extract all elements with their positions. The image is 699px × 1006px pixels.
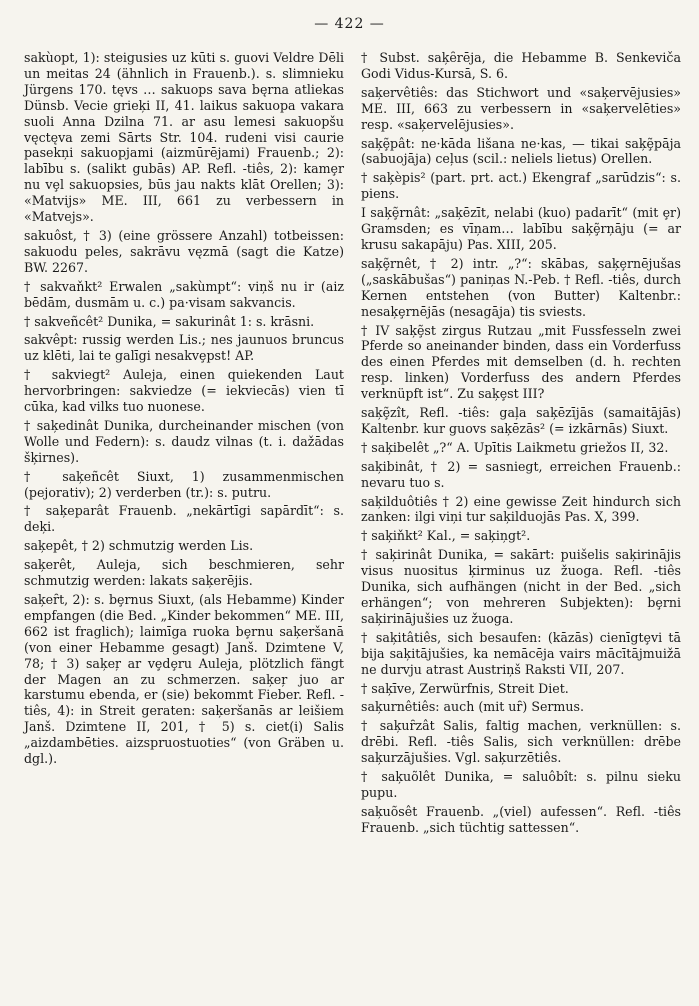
dictionary-entry bbox=[361, 459, 681, 491]
dictionary-entry bbox=[24, 503, 344, 535]
dictionary-entry bbox=[361, 630, 681, 678]
entry-text: † sakvaňkt² Erwalen „sakùmpt“: viņš nu ir (aiz bēdām, dusmām u. c.) pa·visam sakvancis. bbox=[24, 278, 344, 310]
dictionary-entry bbox=[361, 494, 681, 526]
dictionary-entry bbox=[361, 323, 681, 403]
entry-text: † saķibelêt „?“ A. Upītis Laikmetu griežos II, 32. bbox=[361, 439, 669, 455]
entry-text: † saķedinât Dunika, durcheinander mischen (von Wolle und Federn): s. daudz vilnas (t. i. dažādas šķirnes). bbox=[24, 417, 344, 465]
entry-text: † saķīve, Zerwürfnis, Streit Diet. bbox=[361, 680, 569, 696]
entry-text: † sakveñcêt² Dunika, = sakurinât 1: s. krāsni. bbox=[24, 313, 315, 329]
dictionary-entry bbox=[361, 405, 681, 437]
dictionary-entry bbox=[24, 228, 344, 276]
dictionary-entry bbox=[361, 699, 681, 715]
dictionary-entry bbox=[361, 528, 681, 544]
entry-text: † saķeparât Frauenb. „nekārtīgi sapārdīt“: s. deķi. bbox=[24, 503, 344, 535]
entry-text: saķurnêtiês: auch (mit uȓ) Sermus. bbox=[361, 699, 584, 715]
entry-text: saķeȓt, 2): s. bȩrnus Siuxt, (als Hebamme) Kinder empfangen (die Bed. „Kinder bekommen“ ME. III, 662 ist fraglich); laimīga ruoka bȩrnu saķeršanā (von einer Hebamme gesagt) Janš. Dzimtene V, 78; † 3) saķeŗ ar vȩdȩru Auleja, plötzlich fängt der Magen an zu schmerzen. saķeŗ juo ar karstumu ebenda, er (sie) bekommt Fieber. Refl. -tiês, 4): in Streit geraten: saķeršanās ar leišiem Janš. Dzimtene II, 201, † 5) s. ciet(i) Salis „aizdambēties. aizspruostuoties“ (von Gräben u. dgl.). bbox=[24, 592, 344, 767]
entry-text: saķȩ̃zît, Refl. -tiês: gaļa saķēzījās (samaitājās) Kaltenbr. kur guovs saķēzās² (= izkārnās) Siuxt. bbox=[361, 405, 681, 436]
entry-text: sakùopt, 1): steigusies uz kūti s. guovi Veldre Dēli un meitas 24 (ähnlich in Frauenb.). s. slimnieku Jürgens 170. tęvs … sakuops sava bęrna atliekas Dünsb. Vecie grieķi II, 41. laikus sakuopa vakara suoli Anna Dzilna 71. ar asu lemesi sakuopšu vęctęva zemi Sārts Str. 104. rudeni visi caurie pasekņi sakuopjami (aizmūrējami) Frauenb.; 2): labību s. (salikt gubās) AP. Refl. -tiês, 2): kamȩr nu vȩl sakuopsies, būs jau nakts klāt Orellen; 3): «Matvijs» ME. III, 661 zu verbessern in «Matvejs». bbox=[24, 50, 344, 225]
dictionary-entry bbox=[361, 681, 681, 697]
dictionary-entry bbox=[361, 440, 681, 456]
entry-text: † saķiňkt² Kal., = saķiņgt². bbox=[361, 528, 531, 544]
dictionary-entry bbox=[24, 314, 344, 330]
dictionary-entry bbox=[24, 332, 344, 364]
dictionary-entry bbox=[24, 367, 344, 415]
dictionary-entry bbox=[24, 557, 344, 589]
entry-text: saķȩ̃pât: ne·kāda lišana ne·kas, — tikai saķȩ̃pāja (sabuojāja) ceļus (scil.: neliels lietus) Orellen. bbox=[361, 135, 681, 167]
right-column bbox=[361, 50, 681, 839]
dictionary-entry bbox=[361, 50, 681, 82]
entry-text: † saķuȓzât Salis, faltig machen, verknüllen: s. drēbi. Refl. -tiês Salis, sich verknüllen: drēbe saķurzājušies. Vgl. saķurzētiês. bbox=[361, 718, 681, 766]
dictionary-entry bbox=[361, 136, 681, 168]
entry-text: † saķitâtiês, sich besaufen: (kāzās) cienīgtȩvi tā bija saķitājušies, ka nemācēja vairs mācītājmuižā ne durvju atrast Austriņš Raksti VII, 207. bbox=[361, 629, 681, 677]
entry-text: † saķeñcêt Siuxt, 1) zusammenmischen (pejorativ); 2) verderben (tr.): s. putru. bbox=[24, 468, 344, 500]
entry-text: saķȩ̃rnêt, † 2) intr. „?“: skābas, saķȩrnējušas („saskābušas“) paniņas N.-Peb. † Refl. -tiês, durch Kernen entstehen (von Butter) Kaltenbr.: nesaķȩrnējās (nesagāja) tis sviests. bbox=[361, 255, 681, 319]
entry-text: I saķȩ̃rnât: „saķēzīt, nelabi (kuo) padarīt“ (mit ȩr) Gramsden; es vīņam… labību saķȩ̃rņāju (= ar krusu sakapāju) Pas. XIII, 205. bbox=[361, 205, 681, 252]
entry-text: saķuõsêt Frauenb. „(viel) aufessen“. Refl. -tiês Frauenb. „sich tüchtig sattessen“. bbox=[361, 803, 681, 835]
dictionary-entry bbox=[24, 418, 344, 466]
entry-text: † IV saķȩ̃st zirgus Rutzau „mit Fussfesseln zwei Pferde so aneinander binden, dass ein Vorderfuss des einen Pferdes mit demselben (d. h. rechten resp. linken) Vorderfuss des andern Pferdes verknüpft ist“. Zu saķȩst III? bbox=[361, 322, 681, 402]
dictionary-entry bbox=[361, 85, 681, 133]
dictionary-entry bbox=[24, 279, 344, 311]
dictionary-entry bbox=[24, 469, 344, 501]
dictionary-entry bbox=[361, 256, 681, 320]
dictionary-entry bbox=[24, 538, 344, 554]
entry-text: saķilduôtiês † 2) eine gewisse Zeit hindurch sich zanken: ilgi viņi tur saķilduojās Pas. X, 399. bbox=[361, 493, 681, 525]
dictionary-entry bbox=[361, 769, 681, 801]
dictionary-entry bbox=[361, 804, 681, 836]
entry-text: sakuôst, † 3) (eine grössere Anzahl) totbeissen: sakuodu peles, sakrāvu vęzmā (sagt die Katze) BW. 2267. bbox=[24, 227, 344, 275]
left-column bbox=[24, 50, 344, 770]
entry-text: saķepêt, † 2) schmutzig werden Lis. bbox=[24, 538, 254, 554]
entry-text: † saķuõlêt Dunika, = saluôbît: s. pilnu sieku pupu. bbox=[361, 769, 681, 800]
dictionary-entry bbox=[361, 547, 681, 627]
entry-text: † saķèpis² (part. prt. act.) Ekengraf „sarūdzis“: s. piens. bbox=[361, 170, 681, 202]
dictionary-entry bbox=[24, 592, 344, 767]
dictionary-entry bbox=[24, 50, 344, 225]
entry-text: saķervêtiês: das Stichwort und «saķervējusies» ME. III, 663 zu verbessern in «saķervelēties» resp. «saķervelējusies». bbox=[361, 84, 681, 132]
dictionary-entry bbox=[361, 170, 681, 202]
entry-text: † Subst. saķȇrēja, die Hebamme B. Senkeviča Godi Vidus-Kursā, S. 6. bbox=[361, 50, 681, 81]
page-number: — 422 — bbox=[314, 16, 385, 32]
dictionary-entry bbox=[361, 205, 681, 253]
entry-text: sakvêpt: russig werden Lis.; nes jaunuos bruncus uz klēti, lai te galīgi nesakvȩpst! AP. bbox=[24, 332, 344, 364]
entry-text: † saķirinât Dunika, = sakārt: puišelis saķirinājis visus nuositus ķirminus uz žuogа. Refl. -tiês Dunika, sich aufhängen (nicht in der Bed. „sich erhängen“; von mehreren Subjekten): bȩrni saķirinājušies uz žuoga. bbox=[361, 547, 681, 626]
entry-text: † sakviegt² Auleja, einen quiekenden Laut hervorbringen: sakviedze (= iekviecās) vien tī cūka, kad vilks tuo nuonese. bbox=[24, 367, 344, 415]
dictionary-entry bbox=[361, 718, 681, 766]
entry-text: saķibinât, † 2) = sasniegt, erreichen Frauenb.: nevaru tuo s. bbox=[361, 458, 681, 490]
entry-text: saķerêt, Auleja, sich beschmieren, sehr schmutzig werden: lakats saķerējis. bbox=[24, 557, 344, 589]
